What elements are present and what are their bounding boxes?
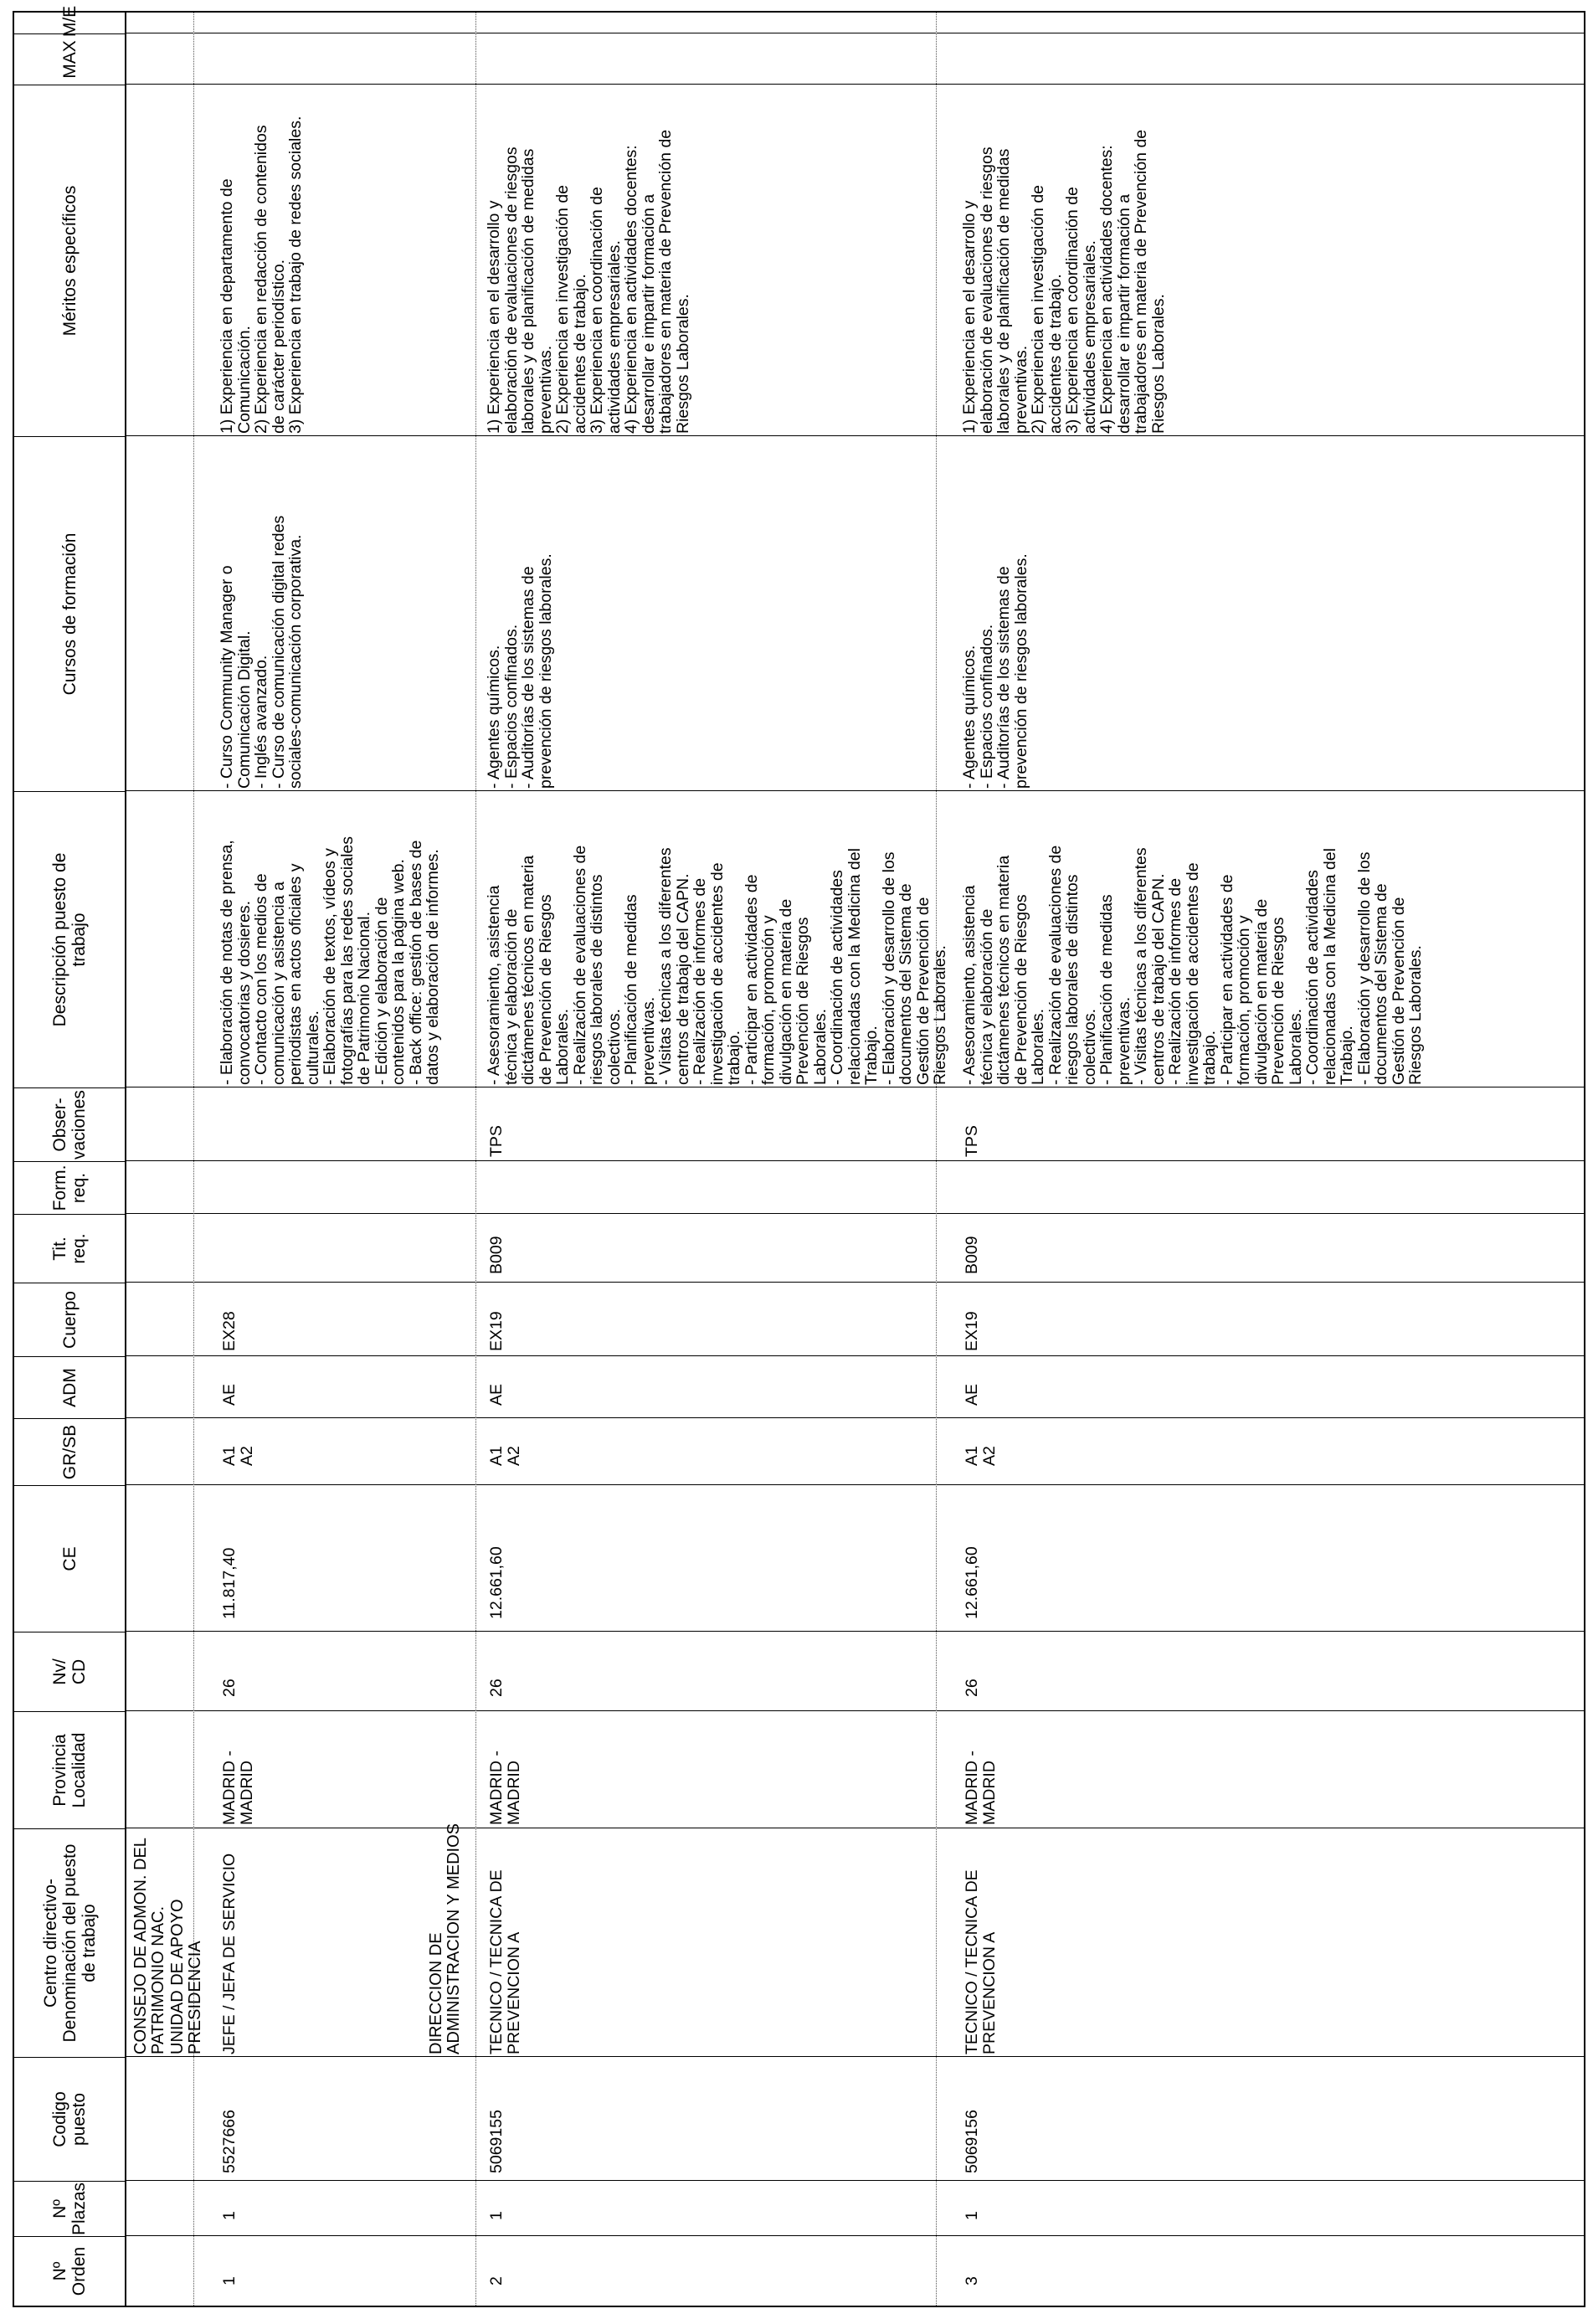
cell-orden: 2 (487, 2276, 506, 2285)
header-cursos: Cursos de formación (14, 436, 125, 791)
header-provincia: Provincia Localidad (14, 1711, 125, 1828)
cell-ce: 11.817,40 (220, 1547, 239, 1619)
cell-adm: AE (963, 1383, 981, 1406)
cell-titulacion: B009 (963, 1236, 981, 1274)
cell-plazas: 1 (963, 2211, 981, 2220)
cell-titulacion: B009 (487, 1236, 506, 1274)
cell-meritos: 1) Experiencia en el desarrollo y elaboración de evaluaciones de riesgos laborales y de planificación de medidas preventivas. 2) Experiencia en investigación de accidentes de trabajo. 3) Experiencia en coordinación de actividades empresariales. 4) Experiencia en actividades docentes: desarrollar e impartir formación a trabajadores en materia de Prevención de Riesgos Laborales. (485, 129, 692, 434)
header-meritos: Méritos específicos (14, 85, 125, 436)
cell-codigo: 5069156 (963, 2110, 981, 2173)
cell-cuerpo: EX19 (963, 1311, 981, 1351)
header-orden: Nº Orden (14, 2236, 125, 2306)
cell-grupo: A1 A2 (963, 1446, 999, 1466)
header-adm: ADM (14, 1356, 125, 1418)
cell-observaciones: TPS (963, 1125, 981, 1157)
header-observaciones: Obser- vaciones (14, 1087, 125, 1161)
cell-cuerpo: EX19 (487, 1311, 506, 1351)
header-titulacion: Tit. req. (14, 1214, 125, 1283)
cell-nivel: 26 (963, 1679, 981, 1697)
cell-provincia: MADRID - MADRID (220, 1751, 256, 1825)
cell-meritos: 1) Experiencia en el desarrollo y elaboración de evaluaciones de riesgos laborales y de planificación de medidas preventivas. 2) Experiencia en investigación de accidentes de trabajo. 3) Experiencia en coordinación de actividades empresariales. 4) Experiencia en actividades docentes: desarrollar e impartir formación a trabajadores en materia de Prevención de Riesgos Laborales. (960, 129, 1168, 434)
header-me: M/E (59, 5, 80, 38)
cell-cursos: - Curso Community Manager o Comunicación Digital. - Inglés avanzado. - Curso de comunicación digital redes sociales-comunicación corporativa. (218, 515, 305, 789)
cell-ce: 12.661,60 (963, 1546, 981, 1619)
cell-puesto: TECNICO / TECNICA DE PREVENCION A (487, 1869, 523, 2054)
cell-provincia: MADRID - MADRID (963, 1751, 999, 1825)
table-header (14, 5, 126, 2306)
header-descripcion: Descripción puesto de trabajo (14, 791, 125, 1087)
header-ce: CE (14, 1485, 125, 1632)
row-separator (475, 13, 476, 2306)
cell-orden: 1 (220, 2276, 239, 2285)
header-nivel: Nv/ CD (14, 1632, 125, 1711)
cell-descripcion: - Asesoramiento, asistencia técnica y elaboración de dictámenes técnicos en materia de Prevención de Riesgos Laborales. - Realización de evaluaciones de riesgos laborales de distintos colectivos. - Planificación de medidas preventivas. - Visitas técnicas a los diferentes centros de trabajo del CAPN. - Realización de informes de investigación de accidentes de trabajo. - Participar en actividades de formación, promoción y divulgación en materia de Prevención de Riesgos Laborales. - Coordinación de actividades relacionadas con la Medicina del Trabajo. - Elaboración y desarrollo de los documentos del Sistema de Gestión de Prevención de Riesgos Laborales. (960, 845, 1425, 1085)
cell-cursos: - Agentes químicos. - Espacios confinados. - Auditorías de los sistemas de prevención de riesgos laborales. (960, 553, 1030, 789)
header-plazas: Nº Plazas (14, 2181, 125, 2236)
cell-ce: 12.661,60 (487, 1546, 506, 1619)
header-codigo: Codigo puesto (14, 2057, 125, 2181)
cell-meritos: 1) Experiencia en departamento de Comunicación. 2) Experiencia en redacción de contenidos de carácter periodístico. 3) Experiencia en trabajo de redes sociales. (218, 116, 305, 434)
cell-cursos: - Agentes químicos. - Espacios confinados. - Auditorías de los sistemas de prevención de riesgos laborales. (485, 553, 555, 789)
cell-puesto: JEFE / JEFA DE SERVICIO (220, 1853, 239, 2054)
cell-codigo: 5069155 (487, 2110, 506, 2173)
cell-provincia: MADRID - MADRID (487, 1751, 523, 1825)
cell-plazas: 1 (487, 2211, 506, 2220)
header-max: MAX (14, 33, 125, 85)
cell-descripcion: - Elaboración de notas de prensa, convocatorias y dosieres. - Contacto con los medios de comunicación y asistencia a periodistas en actos oficiales y culturales. - Elaboración de textos, vídeos y fotografías para las redes sociales de Patrimonio Nacional. - Edición y elaboración de contenidos para la página web. - Back office: gestión de bases de datos y elaboración de informes. (218, 836, 442, 1085)
row-separator (936, 13, 937, 2306)
cell-codigo: 5527666 (220, 2110, 239, 2173)
unidad-label-1: UNIDAD DE APOYO PRESIDENCIA (168, 1899, 204, 2054)
cell-puesto: TECNICO / TECNICA DE PREVENCION A (963, 1869, 999, 2054)
cell-nivel: 26 (487, 1679, 506, 1697)
cell-descripcion: - Asesoramiento, asistencia técnica y elaboración de dictámenes técnicos en materia de Prevención de Riesgos Laborales. - Realización de evaluaciones de riesgos laborales de distintos colectivos. - Planificación de medidas preventivas. - Visitas técnicas a los diferentes centros de trabajo del CAPN. - Realización de informes de investigación de accidentes de trabajo. - Participar en actividades de formación, promoción y divulgación en materia de Prevención de Riesgos Laborales. - Coordinación de actividades relacionadas con la Medicina del Trabajo. - Elaboración y desarrollo de los documentos del Sistema de Gestión de Prevención de Riesgos Laborales. (485, 845, 949, 1085)
ministerio-label: CONSEJO DE ADMON. DEL PATRIMONIO NAC. (131, 1838, 167, 2054)
unidad-label-2: DIRECCION DE ADMINISTRACION Y MEDIOS (427, 1823, 463, 2054)
cell-orden: 3 (963, 2276, 981, 2285)
cell-plazas: 1 (220, 2211, 239, 2220)
cell-adm: AE (220, 1383, 239, 1406)
jobs-table (13, 5, 1585, 2307)
cell-observaciones: TPS (487, 1125, 506, 1157)
cell-adm: AE (487, 1383, 506, 1406)
cell-cuerpo: EX28 (220, 1311, 239, 1351)
header-centro: Centro directivo- Denominación del puesto de trabajo (14, 1828, 125, 2057)
header-grupo: GR/SB (14, 1418, 125, 1485)
cell-nivel: 26 (220, 1679, 239, 1697)
cell-grupo: A1 A2 (487, 1446, 523, 1466)
cell-grupo: A1 A2 (220, 1446, 256, 1466)
header-cuerpo: Cuerpo (14, 1283, 125, 1356)
header-formacion: Form. req. (14, 1161, 125, 1214)
